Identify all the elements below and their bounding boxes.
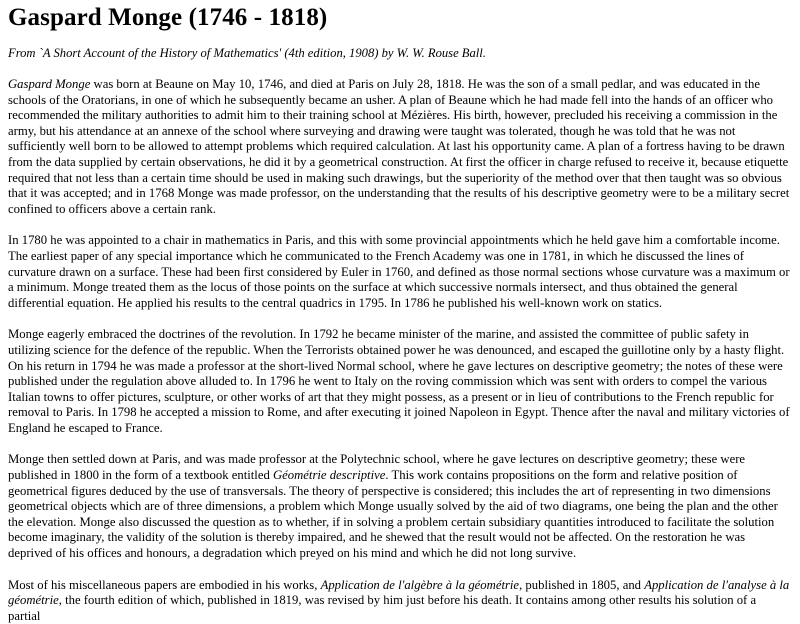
work-title-italic: Géométrie descriptive xyxy=(272,468,386,483)
paragraph-1 xyxy=(8,77,791,217)
paragraph-text-run: . This work contains propositions on the form and relative position of geometrical figures deduced by the use of transversals. The theory of perspective is considered; this includes the art of representing in two dimensions geometrical objects which are of three dimensions, a problem which Monge usually solved by the aid of two diagrams, one being the plan and the other the elevation. Monge also discussed the question as to whether, if in solving a problem certain subsidiary quantities introduced to facilitate the solution become imaginary, the validity of the solution is thereby impaired, and he shewed that the result would not be affected. On the restoration he was deprived of his offices and honours, a degradation which preyed on his mind and which he did not long survive. xyxy=(8,468,778,561)
paragraph-5 xyxy=(8,578,791,624)
paragraph-1-text: was born at Beaune on May 10, 1746, and died at Paris on July 28, 1818. He was the son of a small pedlar, and was educated in the schools of the Oratorians, in one of which he subsequently became an usher. A plan of Beaune which he had made fell into the hands of an officer who recommended the military authorities to admit him to their training school at Mézières. His birth, however, precluded his receiving a commission in the army, but his attendance at an annexe of the school where surveying and drawing were taught was tolerated, though he was told that he was not sufficiently well born to be allowed to attempt problems which required calculation. At last his opportunity came. A plan of a fortress having to be drawn from the data supplied by certain observations, he did it by a geometrical construction. At first the officer in charge refused to receive it, because etiquette required that not less than a certain time should be used in making such drawings, but the superiority of the method over that then taught was so obvious that it was accepted; and in 1768 Monge was made professor, on the understanding that the results of his descriptive geometry were to be a military secret confined to officers above a certain rank. xyxy=(8,77,790,216)
work-title-italic: Application de l'algèbre à la géométrie xyxy=(320,577,520,592)
paragraph-4 xyxy=(8,452,791,561)
paragraph-3: Monge eagerly embraced the doctrines of the revolution. In 1792 he became minister of the marine, and assisted the committee of public safety in utilizing science for the defence of the republic. When the Terrorists obtained power he was denounced, and escaped the guillotine only by a hasty flight. On his return in 1794 he was made a professor at the short-lived Normal school, where he gave lectures on descriptive geometry; the notes of these were published under the regulation above alluded to. In 1796 he went to Italy on the roving commission which was sent with orders to compel the various Italian towns to offer pictures, sculpture, or other works of art that they might possess, as a present or in lieu of contributions to the French republic for removal to Paris. In 1798 he accepted a mission to Rome, and after executing it joined Napoleon in Egypt. Thence after the naval and military victories of England he escaped to France. xyxy=(8,327,790,435)
page-title: Gaspard Monge (1746 - 1818) xyxy=(8,4,328,31)
paragraph-text-run: , the fourth edition of which, published in 1819, was revised by him just before his death. It contains among other results his solution of a partial xyxy=(8,593,757,623)
paragraph-text-run: Monge then settled down at Paris, and was made professor at the Polytechnic school, where he gave lectures on descriptive geometry; these were published in 1800 in the form of a textbook entitled xyxy=(8,452,746,483)
source-attribution: From `A Short Account of the History of Mathematics' (4th edition, 1908) by W. W. Rouse Ball. xyxy=(8,46,486,60)
subject-name-italic: Gaspard Monge xyxy=(8,77,91,91)
paragraph-2: In 1780 he was appointed to a chair in mathematics in Paris, and this with some provincial appointments which he held gave him a comfortable income. The earliest paper of any special importance which he communicated to the French Academy was one in 1781, in which he discussed the lines of curvature drawn on a surface. These had been first considered by Euler in 1760, and defined as those normal sections whose curvature was a maximum or a minimum. Monge treated them as the locus of those points on the surface at which successive normals intersect, and thus obtained the general differential equation. He applied his results to the central quadrics in 1795. In 1786 he published his well-known work on statics. xyxy=(8,233,790,310)
paragraph-text-run: , published in 1805, and xyxy=(519,577,645,592)
work-title-italic: Application de l'analyse à la géométrie xyxy=(8,577,790,608)
paragraph-text-run: Most of his miscellaneous papers are embodied in his works, xyxy=(8,577,321,592)
